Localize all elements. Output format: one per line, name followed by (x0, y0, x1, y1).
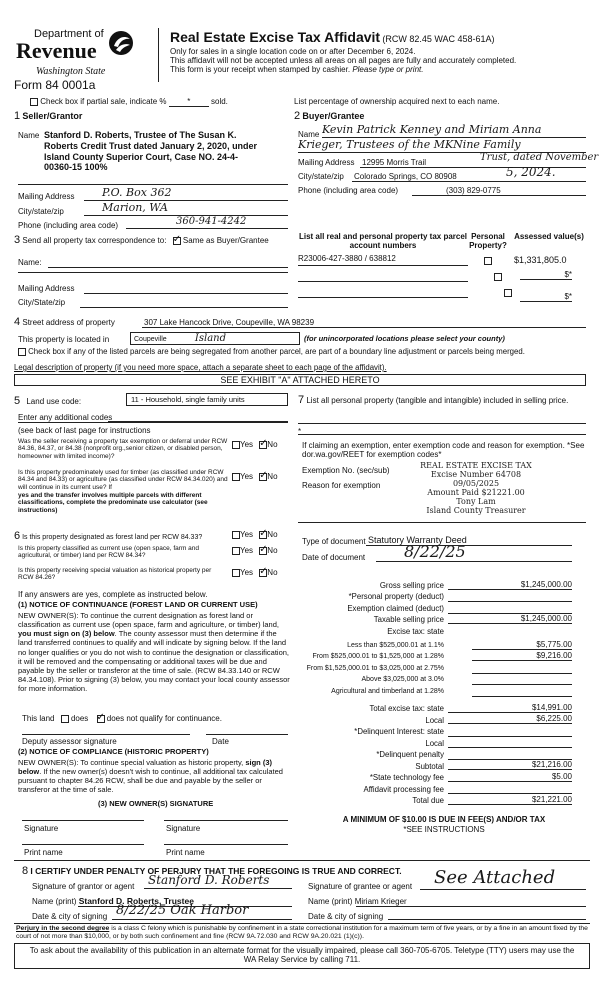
affidavit-fee-value[interactable] (448, 783, 572, 794)
personal-checkbox-1[interactable] (484, 257, 492, 265)
section-number-5: 5 (14, 395, 21, 407)
personal-checkbox-3[interactable] (504, 289, 512, 297)
s6-q3-no-checkbox[interactable] (259, 569, 267, 577)
new-owner-signature-title: (3) NEW OWNER(S) SIGNATURE (98, 799, 214, 808)
form-number: Form 84 0001a (14, 78, 96, 92)
q2-answers (232, 472, 278, 481)
washington-state-text: Washington State (36, 66, 106, 77)
s6-q2-no-checkbox[interactable] (259, 547, 267, 555)
q1-answers (232, 440, 278, 449)
dor-logo (14, 28, 132, 82)
partial-sale-sold: sold. (211, 97, 228, 106)
buyer-phone-value[interactable]: (303) 829-0775 (446, 186, 501, 195)
excise-tax-state-label: Excise tax: state (387, 626, 444, 636)
parcel-row-2[interactable] (298, 270, 468, 282)
tech-fee-label: *State technology fee (369, 773, 444, 782)
owner2-signature-label: Signature (166, 824, 201, 833)
additional-codes-label: Enter any additional codes (18, 413, 113, 422)
parcel-row-3[interactable] (298, 286, 468, 298)
corr-name-label: Name: (18, 258, 42, 267)
owner2-signature-line[interactable] (164, 820, 288, 821)
tier1-value[interactable]: $5,775.00 (472, 640, 572, 650)
ada-notice-box (14, 943, 590, 969)
s6-q2-answers (232, 546, 278, 555)
delinquent-local-value[interactable] (448, 737, 572, 748)
stamp-line-4: Amount Paid $21221.00 (427, 487, 525, 497)
form-title-block (170, 29, 590, 75)
q1-no-label: No (267, 440, 278, 449)
total-state-value[interactable]: $14,991.00 (448, 703, 572, 713)
doc-type-label: Type of document (302, 537, 366, 546)
tier3-label: From $1,525,000.01 to $3,025,000 at 2.75% (306, 664, 444, 672)
doc-date-value[interactable]: 8/22/25 (376, 543, 572, 562)
local-value[interactable]: $6,225.00 (448, 714, 572, 724)
segregated-label: Check box if any of the listed parcels are being segregated from another parcel, are part of a boundary line adjustment or parcels being merged. (28, 347, 525, 357)
owner2-print-label: Print name (166, 848, 205, 857)
located-in-label: This property is located in (18, 335, 110, 344)
stamp-line-3: 09/05/2025 (452, 478, 500, 488)
subtotal-value[interactable]: $21,216.00 (448, 760, 572, 770)
tax-correspondence-label: Send all property tax correspondence to: (22, 236, 167, 245)
buyer-city-label: City/state/zip (298, 172, 344, 181)
buyer-name-label: Name (298, 130, 320, 139)
assessed-value-2[interactable]: $* (520, 270, 572, 280)
s6-q1-yes-label: Yes (240, 530, 254, 539)
does-not-checkbox[interactable] (97, 715, 105, 723)
additional-codes-input[interactable] (108, 411, 288, 422)
deputy-date-line[interactable] (206, 734, 288, 735)
located-in-select[interactable] (130, 332, 300, 345)
taxable-price-value[interactable]: $1,245,000.00 (448, 614, 572, 624)
grantee-date-city[interactable] (388, 908, 586, 920)
located-in-hw: Island (194, 333, 227, 344)
does-not-label: does not qualify for continuance. (106, 714, 222, 723)
s6-q3-yes-label: Yes (240, 568, 254, 577)
personal-property-header: Personal Property? (469, 232, 507, 251)
deputy-signature-label: Deputy assessor signature (22, 737, 117, 746)
doc-type-value[interactable]: Statutory Warranty Deed (366, 535, 572, 546)
notice-compliance-title: (2) NOTICE OF COMPLIANCE (HISTORIC PROPERTY) (18, 747, 209, 756)
s6-q3-yes-checkbox[interactable] (232, 569, 240, 577)
perjury-bold: Perjury in the second degree (16, 925, 110, 932)
parcel-row-1[interactable] (298, 254, 468, 266)
see-back-note: (see back of last page for instructions (18, 426, 151, 435)
form-title: Real Estate Excise Tax Affidavit (170, 29, 381, 45)
located-in-value: Coupeville (134, 336, 167, 343)
tier3-value[interactable] (472, 663, 572, 674)
section-number-1: 1 (14, 110, 21, 122)
local-label: Local (425, 715, 444, 725)
section-number-6: 6 (14, 530, 21, 542)
land-use-select[interactable] (126, 393, 288, 406)
buyer-name-line2[interactable]: Krieger, Trustees of the MKNine Family (298, 139, 586, 153)
delinquent-state-label: *Delinquent Interest: state (354, 727, 444, 736)
delinquent-penalty-value[interactable] (448, 749, 572, 760)
notice-continuance-title: (1) NOTICE OF CONTINUANCE (FOREST LAND OR CURRENT USE) (18, 600, 258, 609)
tax-total-labels (298, 703, 444, 807)
grantor-name-value[interactable]: Stanford D. Roberts, Trustee (78, 896, 194, 906)
personal-checkbox-2[interactable] (494, 273, 502, 281)
timber-question-bold: yes and the transfer involves multiple parcels with different classifications, complete the predominate use calculator (see instructions) (18, 492, 208, 514)
land-use-label: Land use code: (26, 397, 82, 406)
q2-no-label: No (267, 472, 278, 481)
seller-phone-label: Phone (including area code) (18, 221, 119, 230)
exemption-instruction: If claiming an exemption, enter exemption code and reason for exemption. *See dor.wa.gov/REET for exemption codes* (302, 441, 585, 460)
tier5-value[interactable] (472, 686, 572, 697)
section-5-row (14, 395, 81, 408)
assessed-value-header: Assessed value(s) (514, 232, 584, 241)
buyer-mailing-value[interactable]: 12995 Morris Trail (362, 158, 427, 167)
street-address-label: Street address of property (22, 318, 115, 327)
corr-mailing-label: Mailing Address (18, 284, 75, 293)
grantor-signature[interactable]: Stanford D. Roberts (144, 874, 292, 889)
buyer-mailing-label: Mailing Address (298, 158, 355, 167)
street-address-value[interactable]: 307 Lake Hancock Drive, Coupeville, WA 98239 (142, 318, 586, 328)
seller-section (14, 110, 290, 123)
exemption-deduct-value[interactable] (448, 603, 572, 614)
this-land-row (22, 714, 222, 723)
section-3-header (14, 234, 269, 247)
affidavit-fee-label: Affidavit processing fee (363, 784, 444, 794)
exemption-question: Was the seller receiving a property tax exemption or deferral under RCW 84.36, 84.37, or 84.38 (nonprofit org.,senior citizen, or disabled person, homeowner with limited income)? (18, 438, 228, 460)
notice-compliance-body: NEW OWNER(S): To continue special valuation as historic property, sign (3) below. If the new owner(s) doesn't wish to continue, all additional tax calculated pursuant to chapter 84.26 RCW, shall be due and payable by the seller or transferor at the time of sale. (18, 758, 283, 795)
grantee-name-row (308, 897, 407, 906)
s6-q2-yes-checkbox[interactable] (232, 547, 240, 555)
this-land-label: This land (22, 714, 55, 723)
same-as-buyer-label: Same as Buyer/Grantee (182, 236, 269, 245)
tier4-value[interactable] (472, 674, 572, 685)
grantee-signature[interactable]: See Attached (420, 868, 586, 890)
owner1-print-line[interactable] (22, 844, 144, 845)
doc-date-label: Date of document (302, 553, 366, 562)
if-yes-note: If any answers are yes, complete as instructed below. (18, 590, 208, 599)
unincorporated-note: (for unincorporated locations please select your county) (304, 334, 505, 343)
exemption-no-label: Exemption No. (sec/sub) (302, 466, 390, 475)
corr-name-input[interactable] (48, 256, 288, 268)
delinquent-penalty-label: *Delinquent penalty (376, 750, 444, 759)
total-due-label: Total due (412, 796, 444, 805)
does-checkbox[interactable] (61, 715, 69, 723)
buyer-city-value[interactable]: Colorado Springs, CO 80908 (354, 172, 457, 181)
forest-land-question: 6 Is this property designated as forest land per RCW 84.33? (14, 530, 203, 542)
reason-label: Reason for exemption (302, 481, 381, 490)
section-number-2: 2 (294, 110, 301, 122)
corr-mailing-input[interactable] (84, 282, 288, 294)
minimum-due-note: A MINIMUM OF $10.00 IS DUE IN FEE(S) AND/OR TAX (342, 815, 546, 824)
partial-sale-label: Check box if partial sale, indicate % (40, 97, 167, 106)
total-state-label: Total excise tax: state (369, 704, 444, 713)
note-1: Only for sales in a single location code on or after December 6, 2024. (170, 47, 416, 57)
q2-yes-label: Yes (240, 472, 254, 481)
section-number-4: 4 (14, 316, 21, 328)
grantor-name-label: Name (print) (32, 897, 77, 906)
q1-yes-checkbox[interactable] (232, 441, 240, 449)
buyer-name-line1[interactable]: Kevin Patrick Kenney and Miriam Anna (322, 124, 586, 138)
tax-tier-labels (298, 640, 444, 697)
gross-price-label: Gross selling price (379, 581, 444, 590)
partial-sale-checkbox[interactable] (30, 98, 38, 106)
s6-q1-no-checkbox[interactable] (259, 531, 267, 539)
taxable-price-label: Taxable selling price (373, 615, 444, 625)
q2-no-checkbox[interactable] (259, 473, 267, 481)
buyer-city-hw: 5, 2024. (506, 165, 556, 179)
seller-phone-value[interactable]: 360-941-4242 (126, 216, 288, 229)
note-3: This form is your receipt when stamped by cashier. (170, 65, 351, 75)
current-use-question: Is this property classified as current use (open space, farm and agricultural, or timber) land per RCW 84.34? (18, 545, 200, 560)
stamp-line-6: Island County Treasurer (426, 505, 526, 515)
stamp-line-5: Tony Lam (456, 496, 496, 506)
buyer-section (294, 110, 364, 123)
perjury-notice (16, 925, 588, 941)
legal-desc-label: Legal description of property (if you need more space, attach a separate sheet to each page of the affidavit). (14, 363, 387, 372)
does-label: does (70, 714, 89, 723)
tier1-label: Less than $525,000.01 at 1.1% (347, 642, 444, 649)
land-use-value: 11 - Household, single family units (131, 395, 245, 404)
grantor-date-label: Date & city of signing (32, 912, 108, 921)
seller-name-label: Name (18, 131, 40, 140)
subtotal-label: Subtotal (415, 761, 444, 771)
s6-q2-yes-label: Yes (240, 546, 254, 555)
s6-q1-yes-checkbox[interactable] (232, 531, 240, 539)
tier5-label: Agricultural and timberland at 1.28% (331, 687, 444, 695)
dor-logo-icon (108, 30, 134, 56)
corr-city-input[interactable] (80, 296, 288, 308)
buyer-title: Buyer/Grantee (302, 111, 365, 121)
ada-notice: To ask about the availability of this publication in an alternate format for the visually impaired, please call 360-705-6705. Teletype (TTY) users may use the WA Relay Service by calling 711. (29, 946, 575, 965)
stamp-line-2: Excise Number 64708 (430, 469, 522, 479)
tier2-label: From $525,000.01 to $1,525,000 at 1.28% (312, 653, 444, 661)
grantee-name-label: Name (print) (308, 897, 353, 906)
section-number-7: 7 (298, 394, 305, 406)
grantee-date-label: Date & city of signing (308, 912, 384, 921)
treasurer-stamp (406, 462, 546, 516)
partial-sale-row (30, 97, 228, 107)
grantor-date-city[interactable]: 8/22/25 Oak Harbor (112, 904, 292, 920)
q1-no-checkbox[interactable] (259, 441, 267, 449)
legal-desc-box[interactable] (14, 374, 586, 386)
revenue-text: Revenue (16, 38, 97, 63)
corr-city-label: City/State/zip (18, 298, 66, 307)
personal-deduct-label: *Personal property (deduct) (348, 592, 444, 602)
assessed-value-3[interactable]: $* (520, 292, 572, 302)
tier4-label: Above $3,025,000 at 3.0% (361, 676, 444, 684)
seller-name-value: Stanford D. Roberts, Trustee of The Susan K. Roberts Credit Trust dated January 2, 2020, under Island County Superior Court, Case NO. 24-4-00360-15 100% (44, 130, 258, 173)
stamp-line-1: REAL ESTATE EXCISE TAX (420, 461, 532, 470)
seller-mailing-label: Mailing Address (18, 192, 75, 201)
owner1-signature-label: Signature (24, 824, 59, 833)
section-7-label: 7 List all personal property (tangible and intangible) included in selling price. (298, 394, 569, 406)
gross-price-value[interactable]: $1,245,000.00 (448, 580, 572, 590)
s6-q1-answers (232, 530, 278, 539)
parcel-header: List all real and personal property tax parcel account numbers (298, 232, 468, 251)
tech-fee-value[interactable]: $5.00 (448, 772, 572, 782)
delinquent-state-value[interactable] (448, 726, 572, 737)
seller-title: Seller/Grantor (22, 111, 83, 121)
deputy-signature-line[interactable] (22, 734, 190, 735)
segregated-row (18, 348, 525, 357)
assessed-value-1[interactable]: $1,331,805.0 (514, 255, 567, 265)
s6-q2-no-label: No (267, 546, 278, 555)
grantee-signature-label: Signature of grantee or agent (308, 882, 413, 891)
section-4-row (14, 316, 115, 329)
timber-question: Is this property predominately used for timber (as classified under RCW 84.34 and 84.33) or agriculture (as classified under RCW 84.34.020) and will continue in its current use? If (18, 469, 228, 491)
see-instructions-note: *SEE INSTRUCTIONS (403, 825, 485, 834)
q2-yes-checkbox[interactable] (232, 473, 240, 481)
owner1-signature-line[interactable] (22, 820, 144, 821)
notice-continuance-body: NEW OWNER(S): To continue the current designation as forest land or classification as current use (open space, farm and agriculture, or timber) land, you must sign on (3) below. The county assessor must then determine if the land transferred continues to qualify and will indicate by signing below. If the land no longer qualifies or you do not wish to continue the designation or classification, it will be removed and the compensating or additional taxes will be due and payable by the seller or transferor at the time of sale. (RCW 84.33.140 or RCW 84.34.108). Prior to signing (3) below, you may contact your local county assessor for more information. (18, 611, 290, 694)
owner2-print-line[interactable] (164, 844, 288, 845)
buyer-phone-label: Phone (including area code) (298, 186, 399, 195)
legal-desc-value: SEE EXHIBIT "A" ATTACHED HERETO (220, 375, 380, 385)
deputy-date-label: Date (212, 737, 229, 746)
s6-q3-no-label: No (267, 568, 278, 577)
buyer-mailing-hw: Trust, dated November (480, 152, 599, 163)
s6-q1-no-label: No (267, 530, 278, 539)
segregated-checkbox[interactable] (18, 348, 26, 356)
form-title-ref: (RCW 82.45 WAC 458-61A) (382, 34, 495, 44)
seller-city-label: City/state/zip (18, 207, 64, 216)
parcel-number-1: R23006-427-3880 / 638812 (298, 254, 396, 263)
certify-statement: I CERTIFY UNDER PENALTY OF PERJURY THAT THE FOREGOING IS TRUE AND CORRECT. (30, 866, 402, 876)
s6-q3-answers (232, 568, 278, 577)
same-as-buyer-checkbox[interactable] (173, 237, 181, 245)
note-2: This affidavit will not be accepted unless all areas on all pages are fully and accurately completed. (170, 56, 517, 66)
personal-property-input[interactable] (298, 414, 586, 424)
tax-labels (298, 580, 444, 637)
tier2-value[interactable]: $9,216.00 (472, 651, 572, 661)
historic-question: Is this property receiving special valuation as historical property per RCW 84.26? (18, 567, 212, 582)
seller-mailing-value[interactable]: P.O. Box 362 (84, 187, 288, 201)
grantee-name-value[interactable]: Miriam Krieger (354, 897, 407, 906)
note-3-print: Please type or print. (352, 65, 424, 75)
total-due-value[interactable]: $21,221.00 (448, 795, 572, 805)
grantor-signature-label: Signature of grantor or agent (32, 882, 135, 891)
section-number-3: 3 (14, 234, 21, 246)
seller-city-value[interactable]: Marion, WA (84, 202, 288, 216)
ownership-instruction: List percentage of ownership acquired next to each name. (294, 97, 500, 106)
section-number-8: 8 (22, 865, 29, 877)
delinquent-local-label: Local (425, 738, 444, 748)
owner1-print-label: Print name (24, 848, 63, 857)
personal-property-star: * (298, 427, 302, 436)
q1-yes-label: Yes (240, 440, 254, 449)
dept-of-text: Department of (34, 28, 104, 40)
partial-sale-pct[interactable]: * (169, 97, 209, 107)
perjury-text: is a class C felony which is punishable by confinement in a state correctional institution for a maximum term of five years, or by a fine in an amount fixed by the court of not more than $10,000, or by both such confinement and fine (RCW 9A.72.030 and RCW 9A.20.021 (1)(c)). (16, 925, 588, 941)
personal-deduct-value[interactable] (448, 591, 572, 602)
exemption-deduct-label: Exemption claimed (deduct) (347, 603, 444, 613)
